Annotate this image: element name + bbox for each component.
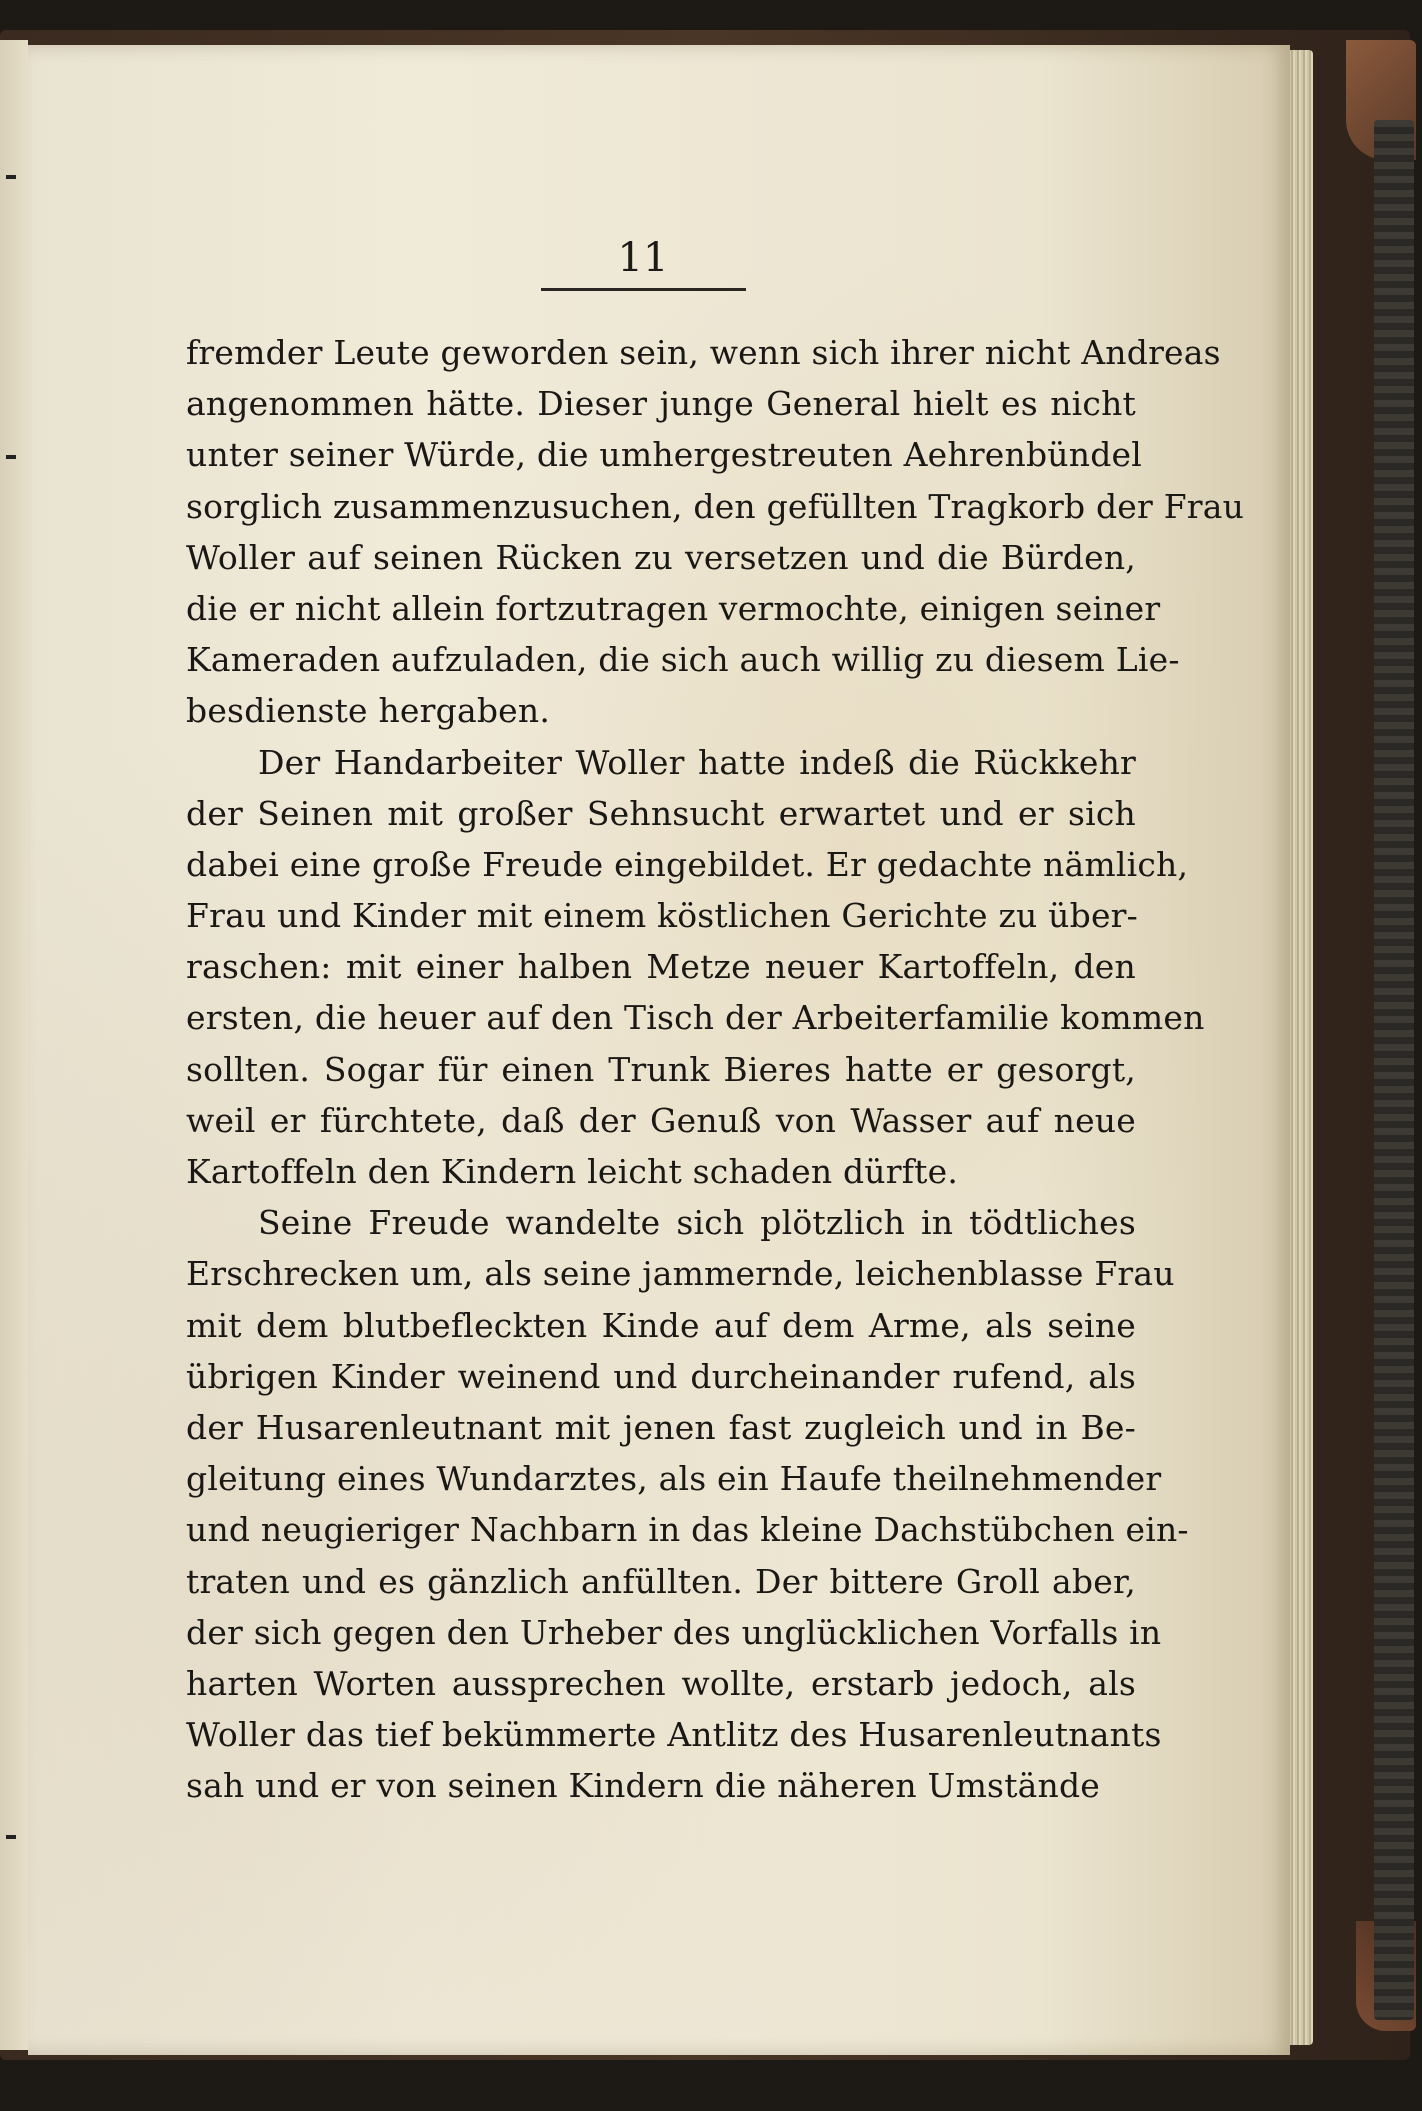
- text-line: Der Handarbeiter Woller hatte indeß die Rückkehr: [258, 742, 1136, 782]
- text-line: Frau und Kinder mit einem köstlichen Gerichte zu über-: [186, 896, 1139, 936]
- text-line: fremder Leute geworden sein, wenn sich ihrer nicht Andreas: [186, 333, 1221, 372]
- page-mark: [6, 1835, 16, 1839]
- text-line: Erschrecken um, als seine jammernde, leichenblasse Frau: [186, 1254, 1175, 1294]
- header-rule: [541, 288, 746, 291]
- text-line: besdienste hergaben.: [186, 691, 551, 731]
- text-line: harten Worten aussprechen wollte, erstarb jedoch, als: [186, 1663, 1136, 1703]
- text-line: unter seiner Würde, die umhergestreuten Aehrenbündel: [186, 435, 1143, 475]
- page-mark: [6, 455, 16, 459]
- text-line: die er nicht allein fortzutragen vermochte, einigen seiner: [186, 588, 1161, 628]
- text-line: angenommen hätte. Dieser junge General hielt es nicht: [186, 384, 1136, 424]
- text-line: gleitung eines Wundarztes, als ein Haufe theilnehmender: [186, 1459, 1162, 1499]
- facing-page-edge: [0, 40, 28, 2050]
- text-line: sah und er von seinen Kindern die näheren Umstände: [186, 1766, 1101, 1806]
- text-line: übrigen Kinder weinend und durcheinander rufend, als: [186, 1356, 1136, 1396]
- text-line: Seine Freude wandelte sich plötzlich in tödtliches: [258, 1203, 1136, 1243]
- text-line: Woller das tief bekümmerte Antlitz des Husarenleutnants: [186, 1715, 1162, 1755]
- text-line: weil er fürchtete, daß der Genuß von Wasser auf neue: [186, 1100, 1136, 1140]
- page-number: 11: [617, 235, 669, 281]
- text-line: der Husarenleutnant mit jenen fast zugleich und in Be-: [186, 1407, 1136, 1447]
- text-line: Woller auf seinen Rücken zu versetzen und die Bürden,: [186, 537, 1136, 577]
- text-line: raschen: mit einer halben Metze neuer Kartoffeln, den: [186, 947, 1136, 987]
- text-line: Kameraden aufzuladen, die sich auch willig zu diesem Lie-: [186, 640, 1180, 680]
- page-mark: [6, 175, 16, 179]
- text-line: ersten, die heuer auf den Tisch der Arbeiterfamilie kommen: [186, 998, 1205, 1038]
- text-line: traten und es gänzlich anfüllten. Der bittere Groll aber,: [186, 1561, 1136, 1601]
- text-line: der Seinen mit großer Sehnsucht erwartet und er sich: [186, 793, 1136, 833]
- body-text: [186, 327, 1245, 1811]
- text-line: Kartoffeln den Kindern leicht schaden dürfte.: [186, 1152, 959, 1191]
- book-page: [28, 45, 1290, 2055]
- text-line: der sich gegen den Urheber des unglücklichen Vorfalls in: [186, 1612, 1162, 1652]
- text-line: dabei eine große Freude eingebildet. Er gedachte nämlich,: [186, 844, 1189, 884]
- text-line: und neugieriger Nachbarn in das kleine Dachstübchen ein-: [186, 1510, 1189, 1550]
- text-line: sollten. Sogar für einen Trunk Bieres hatte er gesorgt,: [186, 1049, 1136, 1089]
- text-line: mit dem blutbefleckten Kinde auf dem Arme, als seine: [186, 1305, 1136, 1345]
- cover-spine-edge: [1374, 120, 1414, 2020]
- text-line: sorglich zusammenzusuchen, den gefüllten Tragkorb der Frau: [186, 486, 1245, 526]
